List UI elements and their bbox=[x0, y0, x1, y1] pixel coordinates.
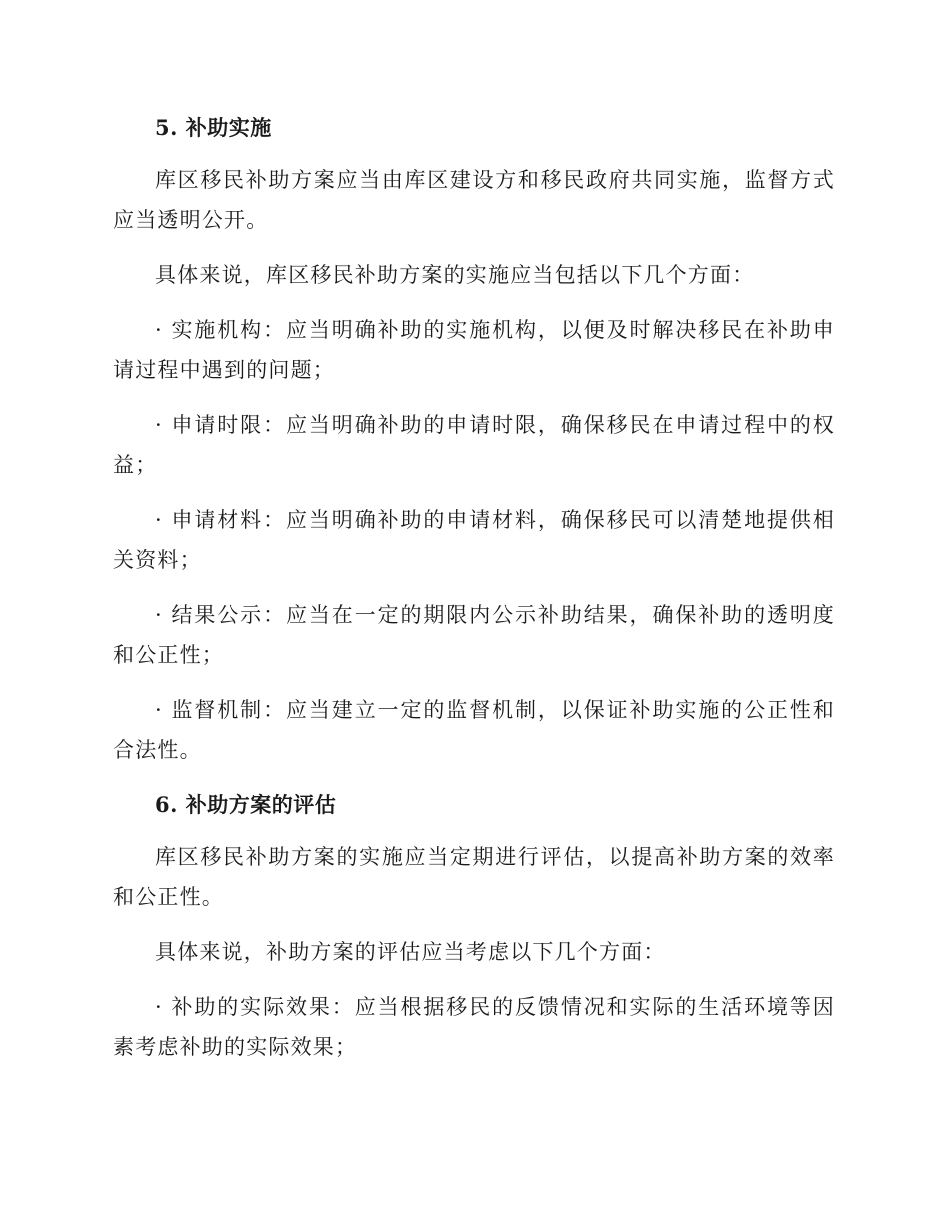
bullet-item: · 监督机制：应当建立一定的监督机制，以保证补助实施的公正性和合法性。 bbox=[113, 698, 835, 762]
bullet-item: · 实施机构：应当明确补助的实施机构，以便及时解决移民在补助申请过程中遇到的问题； bbox=[113, 318, 835, 382]
bullet-item: · 补助的实际效果：应当根据移民的反馈情况和实际的生活环境等因素考虑补助的实际效果； bbox=[113, 995, 835, 1059]
section-6 bbox=[113, 785, 835, 1067]
section-heading: 6. 补助方案的评估 bbox=[155, 792, 337, 817]
section-heading: 5. 补助实施 bbox=[155, 115, 272, 140]
paragraph: 库区移民补助方案的实施应当定期进行评估，以提高补助方案的效率和公正性。 bbox=[113, 845, 835, 909]
bullet-item: · 申请时限：应当明确补助的申请时限，确保移民在申请过程中的权益； bbox=[113, 413, 835, 477]
bullet-item: · 申请材料：应当明确补助的申请材料，确保移民可以清楚地提供相关资料； bbox=[113, 508, 835, 572]
bullet-item: · 结果公示：应当在一定的期限内公示补助结果，确保补助的透明度和公正性； bbox=[113, 603, 835, 667]
paragraph: 库区移民补助方案应当由库区建设方和移民政府共同实施，监督方式应当透明公开。 bbox=[113, 168, 835, 232]
document-body bbox=[113, 108, 835, 1082]
section-5 bbox=[113, 108, 835, 770]
paragraph: 具体来说，库区移民补助方案的实施应当包括以下几个方面： bbox=[155, 263, 755, 287]
paragraph: 具体来说，补助方案的评估应当考虑以下几个方面： bbox=[155, 940, 666, 964]
